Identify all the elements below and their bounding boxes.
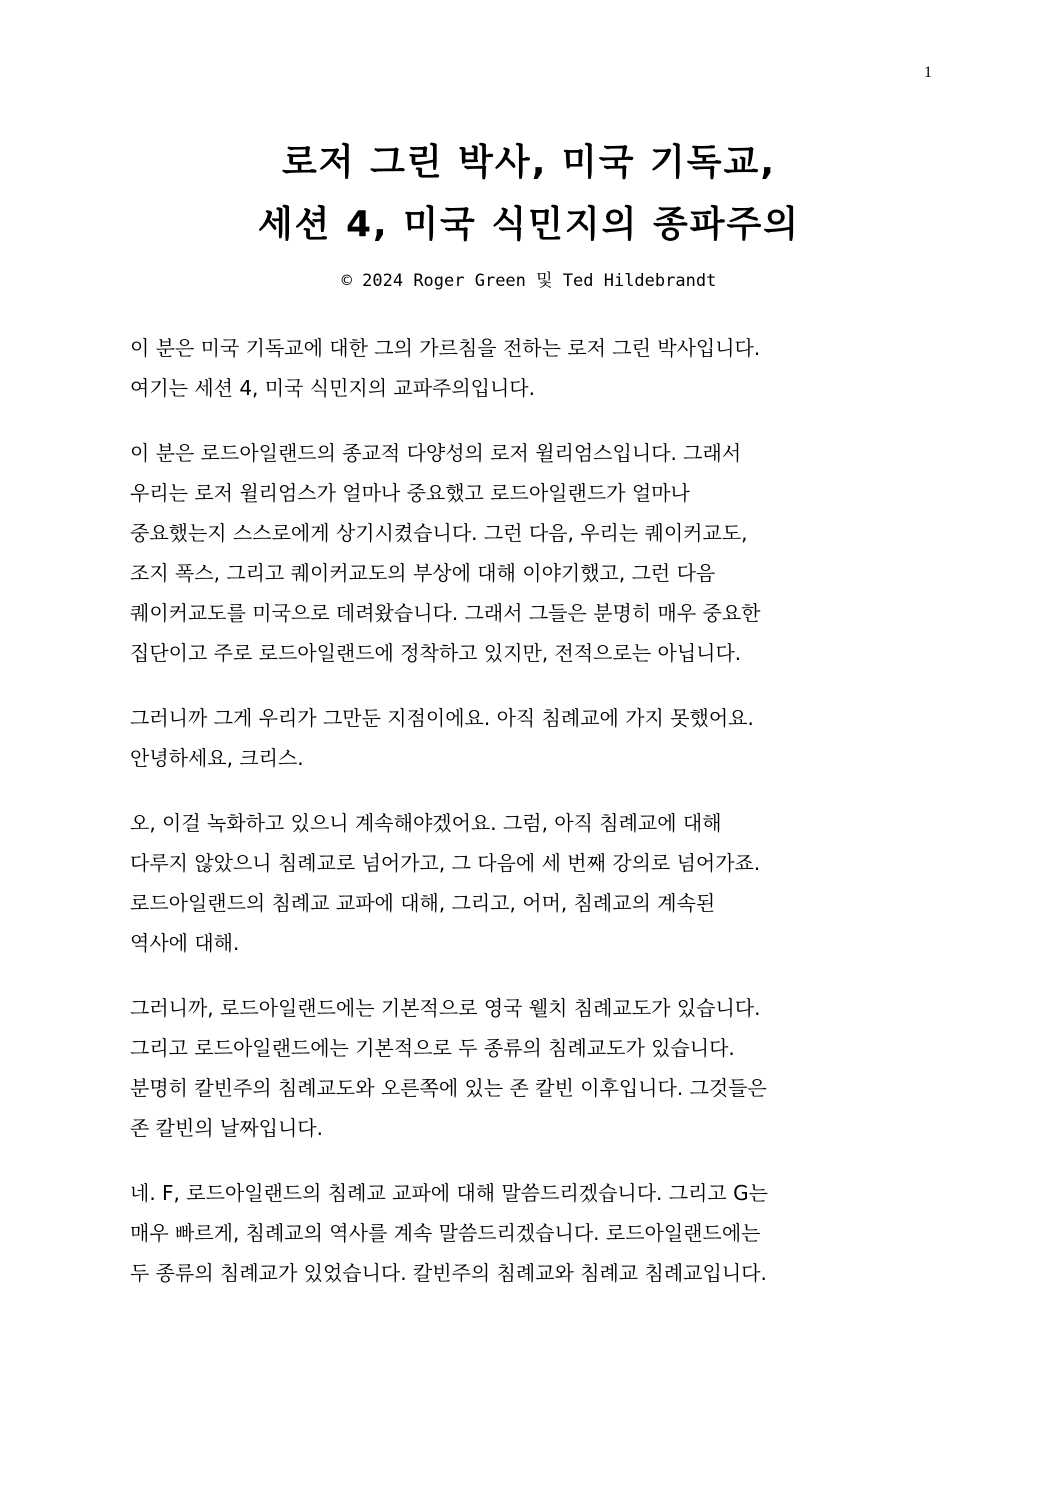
copyright-notice: © 2024 Roger Green 및 Ted Hildebrandt xyxy=(341,271,717,291)
text-line: 집단이고 주로 로드아일랜드에 정착하고 있지만, 전적으로는 아닙니다. xyxy=(130,641,742,665)
text-line: 오, 이걸 녹화하고 있으니 계속해야겠어요. 그럼, 아직 침례교에 대해 xyxy=(130,811,722,835)
text-line: 이 분은 미국 기독교에 대한 그의 가르침을 전하는 로저 그린 박사입니다. xyxy=(130,336,761,360)
title-line-1: 로저 그린 박사, 미국 기독교, xyxy=(281,142,777,183)
text-line: 우리는 로저 윌리엄스가 얼마나 중요했고 로드아일랜드가 얼마나 xyxy=(130,481,690,505)
title-line-2: 세션 4, 미국 식민지의 종파주의 xyxy=(257,204,801,245)
text-line: 분명히 칼빈주의 침례교도와 오른쪽에 있는 존 칼빈 이후입니다. 그것들은 xyxy=(130,1076,767,1100)
paragraph-6 xyxy=(130,1173,930,1293)
text-line: 이 분은 로드아일랜드의 종교적 다양성의 로저 윌리엄스입니다. 그래서 xyxy=(130,441,742,465)
document-title xyxy=(0,132,1058,256)
text-line: 로드아일랜드의 침례교 교파에 대해, 그리고, 어머, 침례교의 계속된 xyxy=(130,891,716,915)
text-line: 매우 빠르게, 침례교의 역사를 계속 말씀드리겠습니다. 로드아일랜드에는 xyxy=(130,1221,761,1245)
text-line: 중요했는지 스스로에게 상기시켰습니다. 그런 다음, 우리는 퀘이커교도, xyxy=(130,521,748,545)
text-line: 여기는 세션 4, 미국 식민지의 교파주의입니다. xyxy=(130,376,535,400)
paragraph-2 xyxy=(130,433,930,673)
text-line: 두 종류의 침례교가 있었습니다. 칼빈주의 침례교와 침례교 침례교입니다. xyxy=(130,1261,767,1285)
text-line: 네. F, 로드아일랜드의 침례교 교파에 대해 말씀드리겠습니다. 그리고 G는 xyxy=(130,1181,768,1205)
text-line: 그러니까, 로드아일랜드에는 기본적으로 영국 웰치 침례교도가 있습니다. xyxy=(130,996,761,1020)
paragraph-5 xyxy=(130,988,930,1148)
text-line: 퀘이커교도를 미국으로 데려왔습니다. 그래서 그들은 분명히 매우 중요한 xyxy=(130,601,761,625)
paragraph-3 xyxy=(130,698,930,778)
text-line: 다루지 않았으니 침례교로 넘어가고, 그 다음에 세 번째 강의로 넘어가죠. xyxy=(130,851,761,875)
text-line: 안녕하세요, 크리스. xyxy=(130,746,304,770)
paragraph-4 xyxy=(130,803,930,963)
text-line: 존 칼빈의 날짜입니다. xyxy=(130,1116,323,1140)
text-line: 그리고 로드아일랜드에는 기본적으로 두 종류의 침례교도가 있습니다. xyxy=(130,1036,735,1060)
text-line: 조지 폭스, 그리고 퀘이커교도의 부상에 대해 이야기했고, 그런 다음 xyxy=(130,561,716,585)
page-number: 1 xyxy=(924,64,932,81)
text-line: 그러니까 그게 우리가 그만둔 지점이에요. 아직 침례교에 가지 못했어요. xyxy=(130,706,754,730)
document-body xyxy=(130,328,930,1318)
text-line: 역사에 대해. xyxy=(130,931,240,955)
paragraph-1 xyxy=(130,328,930,408)
